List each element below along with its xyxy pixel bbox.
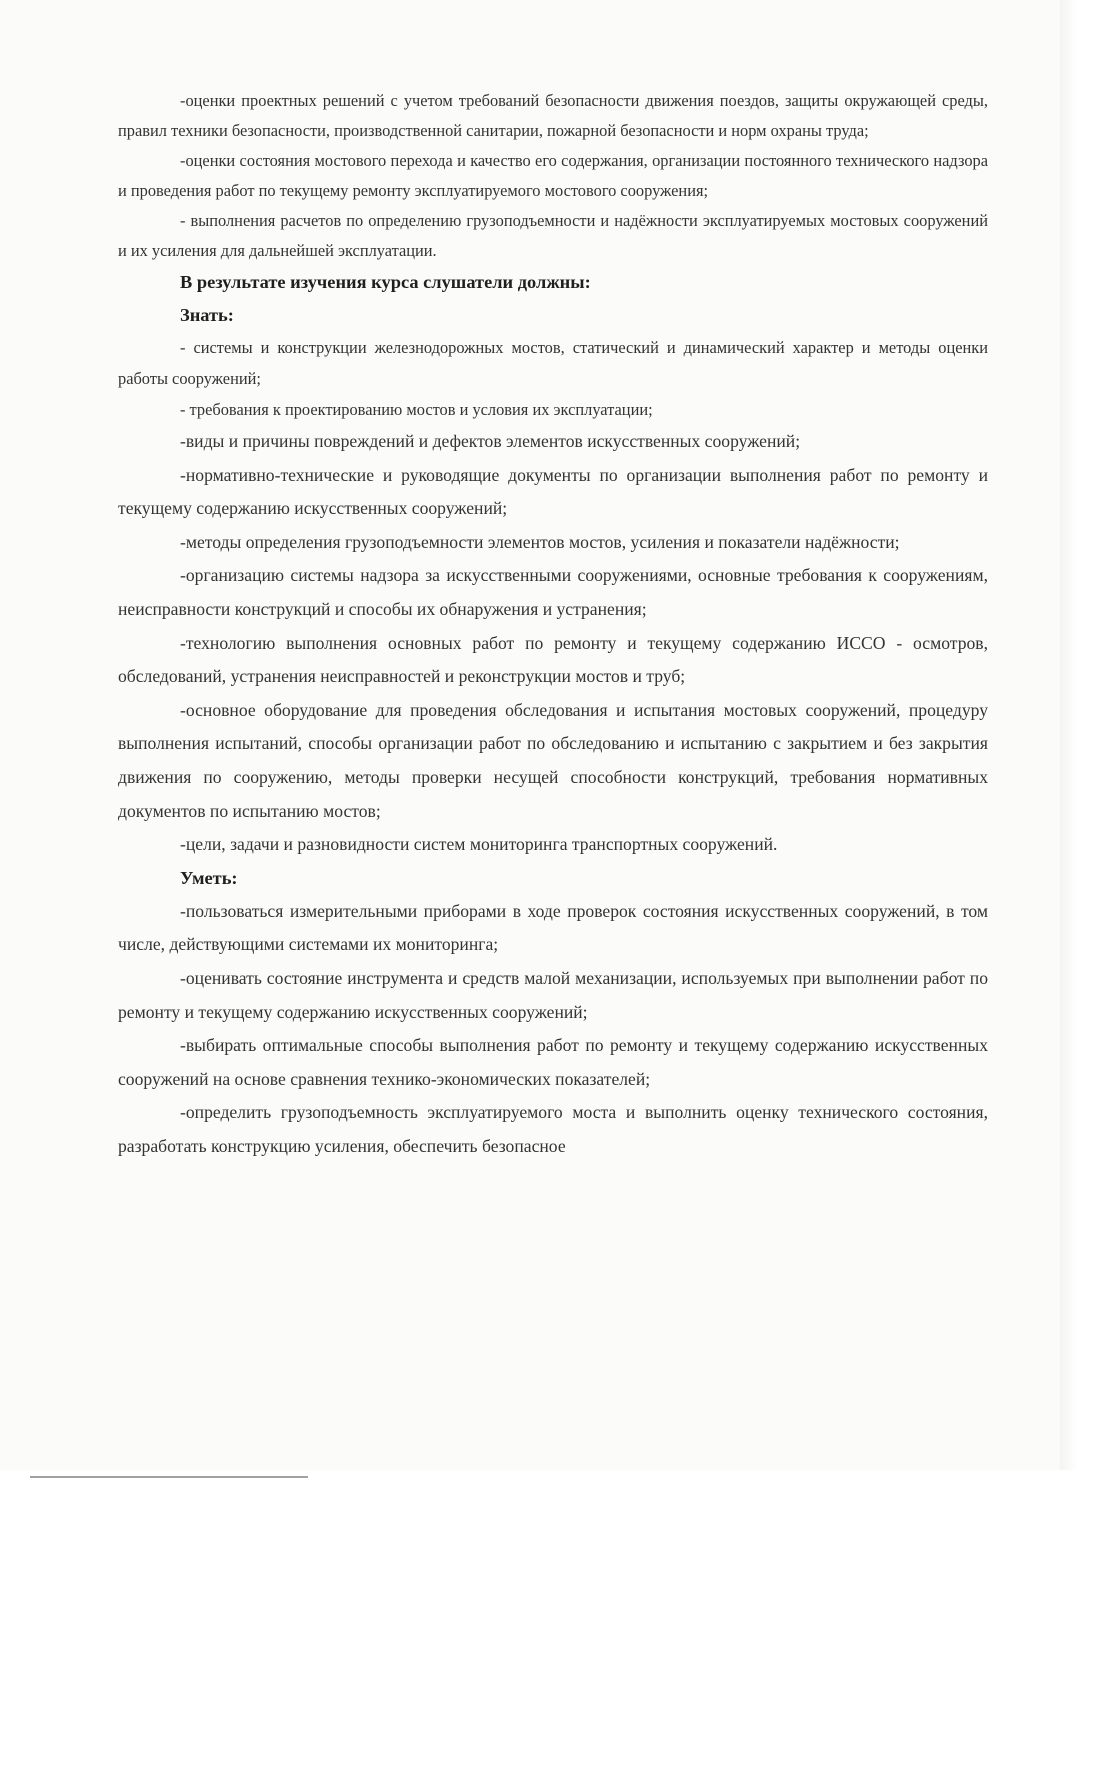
paragraph-load-calculation: - выполнения расчетов по определению грузоподъемности и надёжности эксплуатируемых мостовых сооружений и их усиления для дальнейшей эксплуатации. (118, 211, 988, 260)
know-item: -методы определения грузоподъемности элементов мостов, усиления и показатели надёжности; (180, 531, 900, 552)
paragraph-design-assessment: -оценки проектных решений с учетом требований безопасности движения поездов, защиты окружающей среды, правил техники безопасности, производственной санитарии, пожарной безопасности и норм охраны труда; (118, 91, 988, 140)
can-item: -пользоваться измерительными приборами в ходе проверок состояния искусственных сооружений, в том числе, действующими системами их мониторинга; (118, 900, 988, 955)
paragraph-bridge-condition: -оценки состояния мостового перехода и качество его содержания, организации постоянного технического надзора и проведения работ по текущему ремонту эксплуатируемого мостового сооружения; (118, 151, 988, 200)
know-item: -технологию выполнения основных работ по ремонту и текущему содержанию ИССО - осмотров, обследований, устранения неисправностей и реконструкции мостов и труб; (118, 632, 988, 687)
can-item: -определить грузоподъемность эксплуатируемого моста и выполнить оценку технического состояния, разработать конструкцию усиления, обеспечить безопасное (118, 1102, 988, 1156)
know-item: -нормативно-технические и руководящие документы по организации выполнения работ по ремонту и текущему содержанию искусственных сооружений; (118, 464, 988, 519)
section-heading-results: В результате изучения курса слушатели должны: (180, 272, 591, 292)
can-item: -оценивать состояние инструмента и средств малой механизации, используемых при выполнении работ по ремонту и текущему содержанию искусственных сооружений; (118, 967, 988, 1022)
section-heading-know: Знать: (180, 305, 234, 325)
can-item: -выбирать оптимальные способы выполнения работ по ремонту и текущему содержанию искусственных сооружений на основе сравнения технико-экономических показателей; (118, 1035, 988, 1089)
scan-artifact-line (30, 1476, 308, 1478)
know-item: -цели, задачи и разновидности систем мониторинга транспортных сооружений. (180, 834, 778, 855)
know-item: -организацию системы надзора за искусственными сооружениями, основные требования к сооружениям, неисправности конструкций и способы их обнаружения и устранения; (118, 565, 988, 619)
page-edge-shadow (1060, 0, 1078, 1470)
section-heading-can: Уметь: (180, 867, 238, 888)
know-item: -основное оборудование для проведения обследования и испытания мостовых сооружений, процедуру выполнения испытаний, способы организации работ по обследованию и испытанию с закрытием и без закрытия движения по сооружению, методы проверки несущей способности конструкций, требования нормативных документов по испытанию мостов; (118, 699, 988, 821)
document-body (118, 86, 988, 1163)
know-item: - требования к проектированию мостов и условия их эксплуатации; (180, 400, 653, 419)
know-item: - системы и конструкции железнодорожных мостов, статический и динамический характер и методы оценки работы сооружений; (118, 338, 988, 388)
know-item: -виды и причины повреждений и дефектов элементов искусственных сооружений; (180, 431, 801, 451)
